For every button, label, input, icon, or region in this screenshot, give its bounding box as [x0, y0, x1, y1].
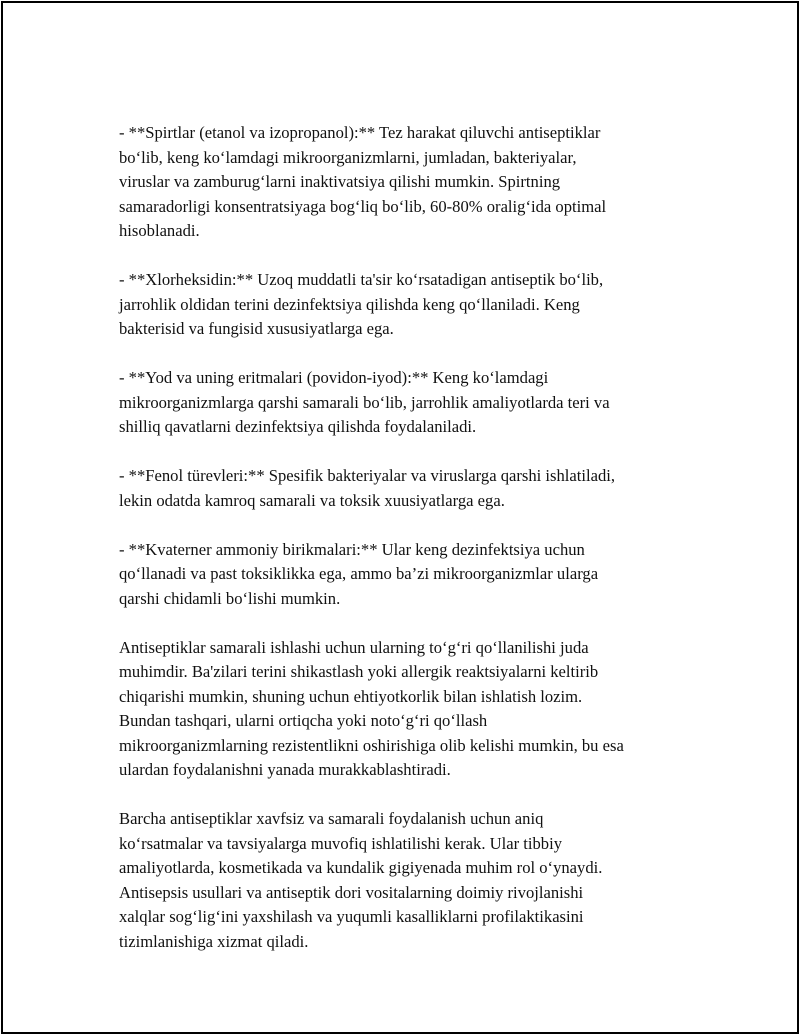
paragraph-fenol: - **Fenol türevleri:** Spesifik bakteriyalar va viruslarga qarshi ishlatiladi, lekin odatda kamroq samarali va toksik xuusiyatlarga ega.	[119, 466, 615, 510]
paragraph-kvaterner: - **Kvaterner ammoniy birikmalari:** Ular keng dezinfektsiya uchun qo‘llanadi va past toksiklikka ega, ammo ba’zi mikroorganizmlar ularga qarshi chidamli bo‘lishi mumkin.	[119, 539, 599, 608]
paragraph-conclusion: Barcha antiseptiklar xavfsiz va samarali foydalanish uchun aniq ko‘rsatmalar va tavsiyalarga muvofiq ishlatilishi kerak. Ular tibbiy amaliyotlarda, kosmetikada va kundalik gigiyenada muhim rol o‘ynaydi. Antisepsis usullari va antiseptik dori vositalarning doimiy rivojlanishi xalqlar sog‘lig‘ini yaxshilash va yuqumli kasalliklarni profilaktikasini tizimlanishiga xizmat qiladi.	[119, 809, 603, 951]
page-frame	[1, 1, 799, 1034]
document-body	[119, 121, 694, 954]
paragraph-yod: - **Yod va uning eritmalari (povidon-iyod):** Keng ko‘lamdagi mikroorganizmlarga qarshi samarali bo‘lib, jarrohlik amaliyotlarda teri va shilliq qavatlarni dezinfektsiya qilishda foydalaniladi.	[119, 368, 610, 436]
paragraph-spirtlar: - **Spirtlar (etanol va izopropanol):** Tez harakat qiluvchi antiseptiklar bo‘lib, keng ko‘lamdagi mikroorganizmlarni, jumladan, bakteriyalar, viruslar va zamburug‘larni inaktivatsiya qilishi mumkin. Spirtning samaradorligi konsentratsiyaga bog‘liq bo‘lib, 60-80% oralig‘ida optimal hisoblanadi.	[119, 123, 607, 240]
paragraph-usage-notes: Antiseptiklar samarali ishlashi uchun ularning to‘g‘ri qo‘llanilishi juda muhimdir. Ba'zilari terini shikastlash yoki allergik reaktsiyalarni keltirib chiqarishi mumkin, shuning uchun ehtiyotkorlik bilan ishlatish lozim. Bundan tashqari, ularni ortiqcha yoki noto‘g‘ri qo‘llash mikroorganizmlarning rezistentlikni oshirishiga olib kelishi mumkin, bu esa ulardan foydalanishni yanada murakkablashtiradi.	[119, 637, 624, 779]
paragraph-xlorheksidin: - **Xlorheksidin:** Uzoq muddatli ta'sir ko‘rsatadigan antiseptik bo‘lib, jarrohlik oldidan terini dezinfektsiya qilishda keng qo‘llaniladi. Keng bakterisid va fungisid xususiyatlarga ega.	[119, 270, 604, 338]
